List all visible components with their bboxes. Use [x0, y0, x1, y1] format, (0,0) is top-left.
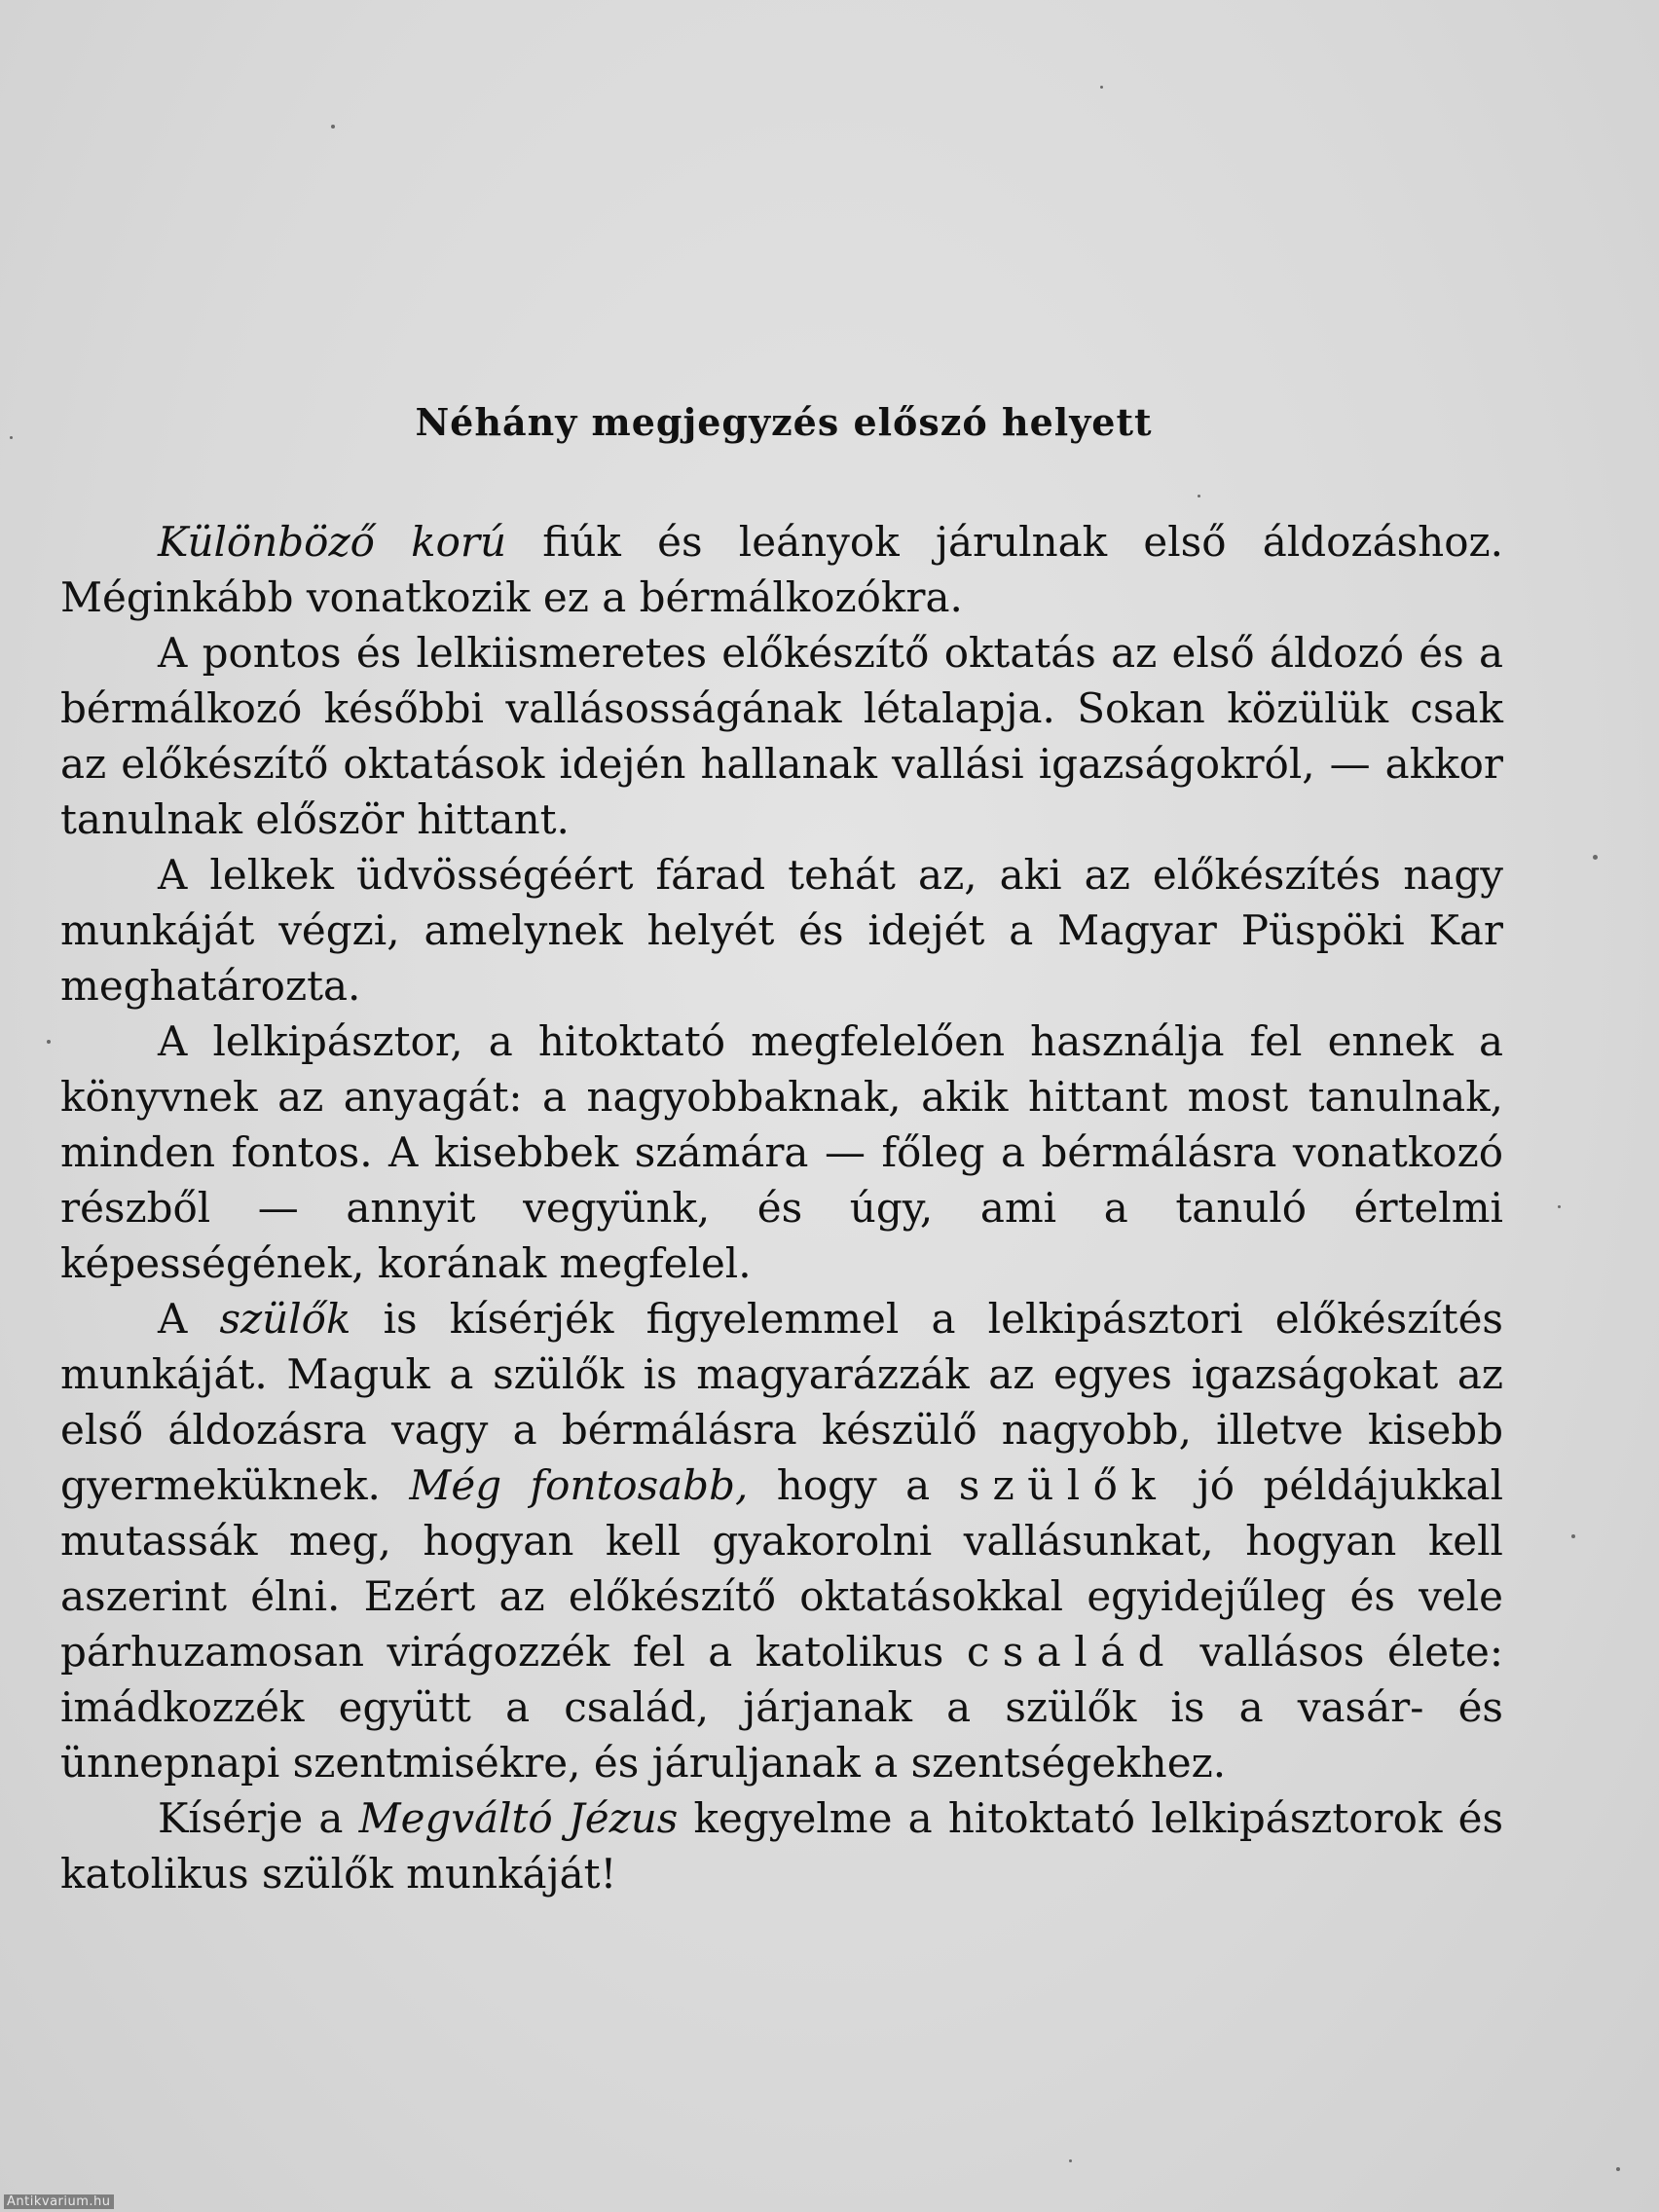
text-run: is kísérjék figyelemmel a lelkipásztori előkészítés munkáját. Maguk a szülők is magyarázzák az egyes igazságokat az első áldozásra vagy a bérmálásra készülő nagyobb, illetve kisebb gyermeküknek.	[60, 1295, 1503, 1509]
body-paragraphs	[60, 514, 1503, 1901]
text-run: Kísérje a	[158, 1794, 359, 1842]
text-run: A pontos és lelkiismeretes előkészítő oktatás az első áldozó és a bérmálkozó későbbi vallásosságának létalapja. Sokan közülük csak az előkészítő oktatások idején hallanak vallási igazságokról, — akkor tanulnak először hittant.	[60, 629, 1503, 843]
page-text	[60, 394, 1503, 1901]
dust-speck	[1571, 1534, 1575, 1538]
paragraph-p6	[60, 1790, 1503, 1901]
text-run: vallásos élete: imádkozzék együtt a család, járjanak a szülők is a vasár- és ünnepnapi szentmisékre, és járuljanak a szentségekhez.	[60, 1628, 1503, 1787]
text-run: hogy a	[748, 1461, 959, 1509]
dust-speck	[1069, 2159, 1072, 2162]
spaced-emphasis: család	[966, 1628, 1177, 1676]
paragraph-p2	[60, 625, 1503, 847]
paragraph-p1	[60, 514, 1503, 625]
dust-speck	[1100, 86, 1103, 89]
text-run: A	[158, 1295, 220, 1343]
italic-emphasis: szülők	[219, 1295, 351, 1343]
dust-speck	[10, 436, 13, 439]
text-run: A lelkek üdvösségéért fárad tehát az, aki az előkészítés nagy munkáját végzi, amelynek helyét és idejét a Magyar Püspöki Kar meghatározta.	[60, 851, 1503, 1010]
spaced-emphasis: szülők	[958, 1461, 1169, 1509]
paragraph-p5	[60, 1291, 1503, 1790]
dust-speck	[1616, 2167, 1620, 2171]
dust-speck	[47, 1040, 51, 1044]
dust-speck	[331, 125, 335, 129]
paragraph-p3	[60, 847, 1503, 1014]
italic-emphasis: Még fontosabb,	[409, 1461, 749, 1509]
italic-emphasis: Különböző korú	[158, 518, 507, 566]
source-watermark: Antikvarium.hu	[4, 2194, 114, 2209]
text-run: jó példájukkal mutassák meg, hogyan kell gyakorolni vallásunkat, hogyan kell aszerint élni. Ezért az előkészítő oktatásokkal egyidejűleg és vele párhuzamosan virágozzék fel a katolikus	[60, 1461, 1504, 1676]
text-run: kegyelme a hitoktató lelkipásztorok és katolikus szülők munkáját!	[60, 1794, 1504, 1898]
paragraph-p4	[60, 1014, 1503, 1291]
dust-speck	[1593, 855, 1598, 860]
text-run: A lelkipásztor, a hitoktató megfelelően használja fel ennek a könyvnek az anyagát: a nagyobbaknak, akik hittant most tanulnak, minden fontos. A kisebbek számára — főleg a bérmálásra vonatkozó részből — annyit vegyünk, és úgy, ami a tanuló értelmi képességének, korának megfelel.	[60, 1017, 1503, 1287]
dust-speck	[1558, 1205, 1561, 1208]
page-heading: Néhány megjegyzés előszó helyett	[415, 400, 1153, 444]
text-run: fiúk és leányok járulnak első áldozáshoz. Méginkább vonatkozik ez a bérmálkozókra.	[60, 518, 1503, 621]
italic-emphasis: Megváltó Jézus	[358, 1794, 679, 1842]
